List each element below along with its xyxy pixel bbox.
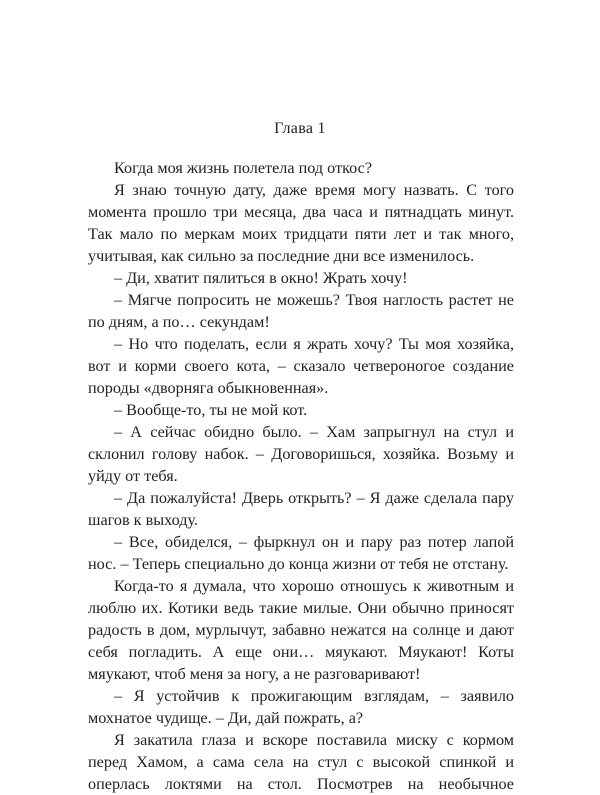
paragraph-9: – Все, обиделся, – фыркнул он и пару раз потер лапой нос. – Теперь специально до конца жизни от тебя не отстану. — [88, 533, 514, 573]
paragraph-8: – Да пожалуйста! Дверь открыть? – Я даже сделала пару шагов к выходу. — [88, 489, 514, 529]
paragraph-11: – Я устойчив к прожигающим взглядам, – заявило мохнатое чудище. – Ди, дай пожрать, а? — [88, 687, 514, 727]
paragraph-12: Я закатила глаза и вскоре поставила миску с кормом перед Хамом, а сама села на стул с высокой спинкой и оперлась локтями на стол. Посмотрев на необычное — [88, 731, 514, 793]
paragraph-4: – Мягче попросить не можешь? Твоя наглость растет не по дням, а по… секундам! — [88, 291, 514, 331]
paragraph-1: Когда моя жизнь полетела под откос? — [114, 159, 373, 177]
paragraph-3: – Ди, хватит пялиться в окно! Жрать хочу! — [114, 269, 408, 287]
body-text — [88, 157, 514, 795]
paragraph-10: Когда-то я думала, что хорошо отношусь к животным и люблю их. Котики ведь такие милые. Они обычно приносят радость в дом, мурлычут, забавно нежатся на солнце и дают себя погладить. А еще они… мяукают. Мяукают! Коты мяукают, чтоб меня за ногу, а не разговаривают! — [88, 577, 514, 683]
paragraph-6: – Вообще-то, ты не мой кот. — [114, 401, 308, 419]
paragraph-2: Я знаю точную дату, даже время могу назвать. С того момента прошло три месяца, два часа и пятнадцать минут. Так мало по меркам моих тридцати пяти лет и так много, учитывая, как сильно за последние дни все изменилось. — [88, 181, 514, 265]
chapter-title: Глава 1 — [274, 120, 326, 137]
paragraph-7: – А сейчас обидно было. – Хам запрыгнул на стул и склонил голову набок. – Договоришься, хозяйка. Возьму и уйду от тебя. — [88, 423, 514, 485]
paragraph-5: – Но что поделать, если я жрать хочу? Ты моя хозяйка, вот и корми своего кота, – сказало четвероногое создание породы «дворняга обыкновенная». — [88, 335, 514, 397]
